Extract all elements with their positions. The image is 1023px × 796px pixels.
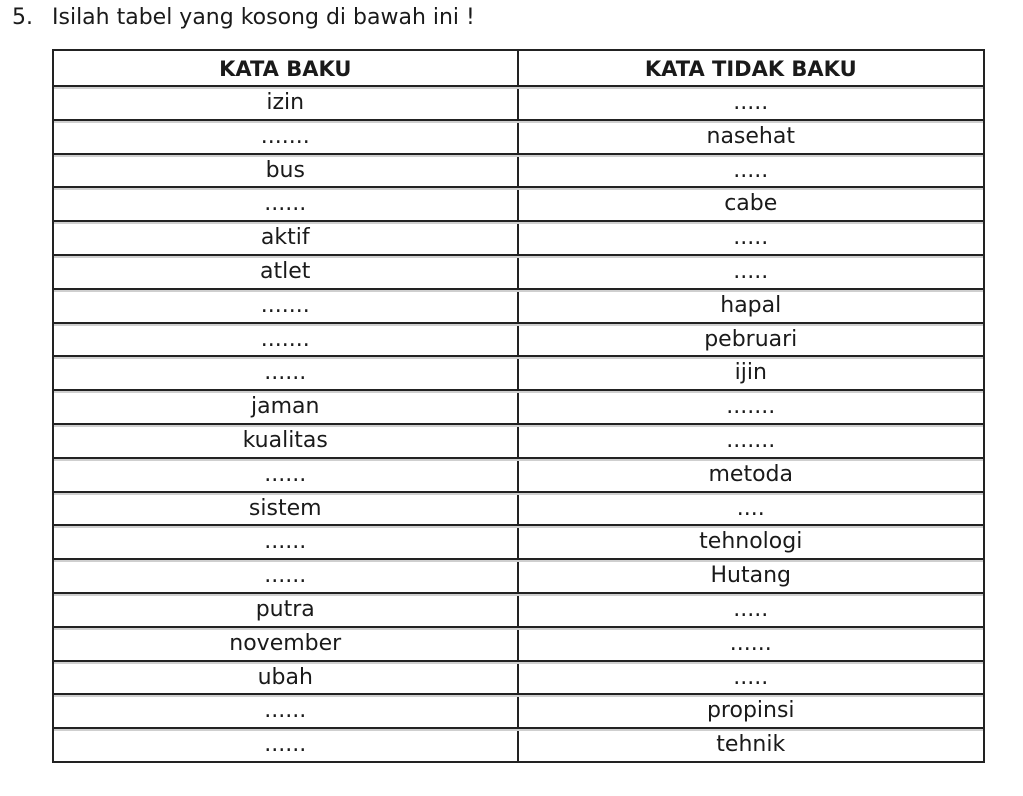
cell-kata-tidak-baku: pebruari <box>704 326 798 352</box>
table-header-row <box>54 51 983 87</box>
question-number: 5. <box>12 5 33 30</box>
question-line <box>12 4 475 32</box>
question-text: Isilah tabel yang kosong di bawah ini ! <box>52 5 475 30</box>
table-row <box>54 560 983 594</box>
cell-kata-baku: ....... <box>54 290 519 322</box>
cell-kata-tidak-baku: metoda <box>708 461 793 487</box>
cell-kata-baku: sistem <box>54 493 519 525</box>
table-body <box>54 87 983 763</box>
cell-kata-baku: putra <box>54 594 519 626</box>
cell-kata-baku: ....... <box>54 324 519 356</box>
table-row <box>54 290 983 324</box>
cell-kata-tidak-baku: ..... <box>733 157 769 183</box>
table-row <box>54 121 983 155</box>
cell-kata-baku: ...... <box>54 729 519 761</box>
cell-kata-baku: jaman <box>54 391 519 423</box>
cell-kata-tidak-baku: ....... <box>726 394 776 420</box>
cell-kata-tidak-baku: tehnik <box>716 732 786 758</box>
cell-kata-baku: kualitas <box>54 425 519 457</box>
table-row <box>54 662 983 696</box>
table-row <box>54 324 983 358</box>
table-row <box>54 493 983 527</box>
cell-kata-tidak-baku: tehnologi <box>699 529 803 555</box>
vocabulary-table <box>52 49 985 763</box>
table-row <box>54 628 983 662</box>
cell-kata-baku: ubah <box>54 662 519 694</box>
table-row <box>54 87 983 121</box>
cell-kata-tidak-baku: ...... <box>729 630 772 656</box>
cell-kata-tidak-baku: cabe <box>724 191 778 217</box>
cell-kata-tidak-baku: propinsi <box>706 698 795 724</box>
cell-kata-tidak-baku: ..... <box>733 258 769 284</box>
cell-kata-baku: bus <box>54 155 519 187</box>
cell-kata-baku: november <box>54 628 519 660</box>
cell-kata-baku: atlet <box>54 256 519 288</box>
cell-kata-baku: ...... <box>54 560 519 592</box>
cell-kata-tidak-baku: ....... <box>726 427 776 453</box>
cell-kata-baku: ...... <box>54 526 519 558</box>
table-row <box>54 594 983 628</box>
cell-kata-baku: ...... <box>54 459 519 491</box>
cell-kata-tidak-baku: .... <box>736 495 765 521</box>
cell-kata-baku: ....... <box>54 121 519 153</box>
table-row <box>54 357 983 391</box>
table-row <box>54 188 983 222</box>
cell-kata-tidak-baku: ..... <box>733 225 769 251</box>
cell-kata-baku: ...... <box>54 695 519 727</box>
cell-kata-tidak-baku: nasehat <box>706 123 795 149</box>
table-row <box>54 425 983 459</box>
cell-kata-baku: aktif <box>54 222 519 254</box>
cell-kata-tidak-baku: ..... <box>733 596 769 622</box>
cell-kata-tidak-baku: ..... <box>733 90 769 115</box>
cell-kata-tidak-baku: ..... <box>733 664 769 690</box>
table-row <box>54 526 983 560</box>
table-row <box>54 222 983 256</box>
table-row <box>54 695 983 729</box>
table-row <box>54 256 983 290</box>
cell-kata-tidak-baku: ijin <box>734 360 767 386</box>
cell-kata-baku: ...... <box>54 188 519 220</box>
table-row <box>54 391 983 425</box>
table-row <box>54 155 983 189</box>
cell-kata-tidak-baku: Hutang <box>710 563 791 589</box>
cell-kata-tidak-baku: hapal <box>720 292 782 318</box>
header-kata-baku: KATA BAKU <box>54 51 519 85</box>
header-kata-tidak-baku: KATA TIDAK BAKU <box>644 57 857 81</box>
cell-kata-baku: ...... <box>54 357 519 389</box>
cell-kata-baku: izin <box>54 87 519 119</box>
table-row <box>54 459 983 493</box>
table-row <box>54 729 983 763</box>
